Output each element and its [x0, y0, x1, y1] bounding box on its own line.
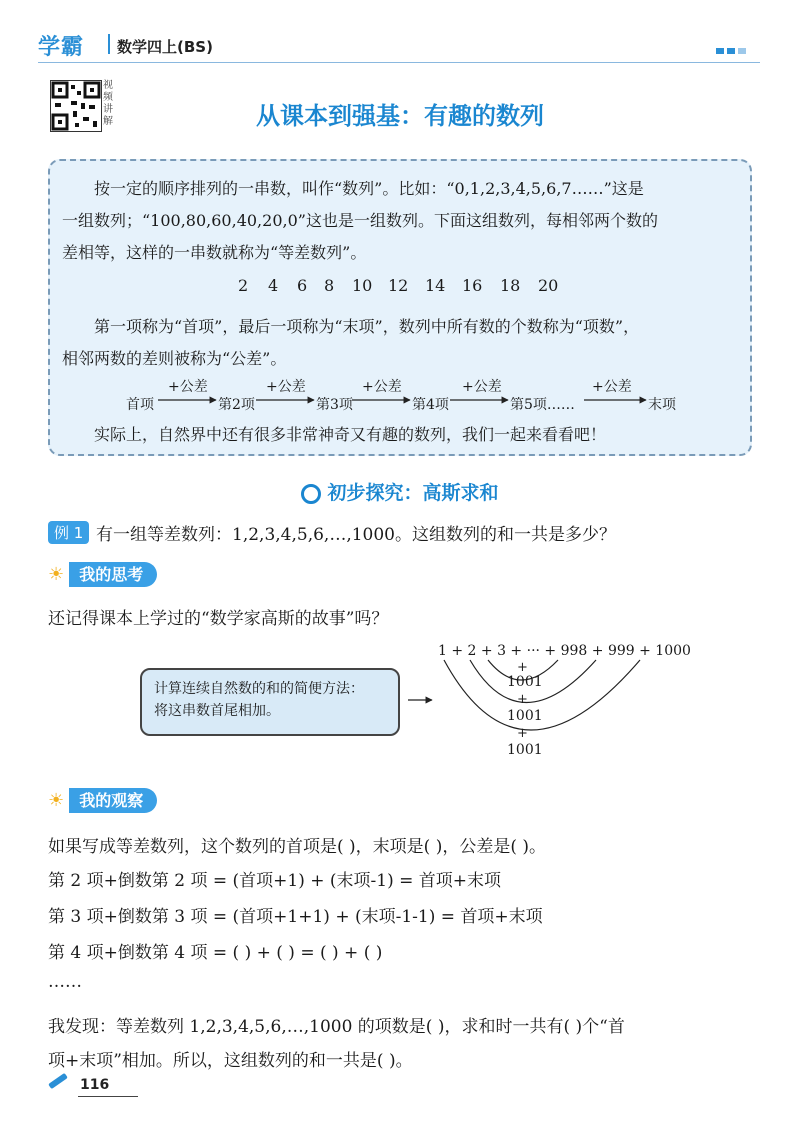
plus-sign: +: [517, 692, 528, 707]
diagram-term: 第4项: [412, 397, 449, 413]
intro-closing: 实际上，自然界中还有很多非常神奇又有趣的数列，我们一起来看看吧！: [94, 425, 607, 444]
observation-tag: [48, 788, 157, 811]
diagram-term: 第5项……: [510, 397, 575, 413]
intro-paragraph-line: 第一项称为“首项”，最后一项称为“末项”，数列中所有数的个数称为“项数”，: [94, 317, 640, 336]
arrow-label: +公差: [266, 379, 306, 395]
qr-label: 视频讲解: [103, 80, 113, 127]
arrow-label: +公差: [362, 379, 402, 395]
thinking-tag-label: 我的思考: [69, 562, 157, 587]
thinking-tag: [48, 562, 157, 585]
diagram-term: 末项: [648, 397, 676, 413]
plus-sign: +: [517, 660, 528, 675]
sequence-term: 4: [268, 276, 279, 295]
diagram-term: 首项: [126, 397, 154, 413]
intro-paragraph-line: 相邻两数的差则被称为“公差”。: [62, 349, 287, 368]
sequence-term: 8: [324, 276, 335, 295]
hint-box: [140, 668, 400, 736]
intro-paragraph-line: 差相等，这样的一串数就称为“等差数列”。: [62, 243, 367, 262]
observation-line: ……: [48, 972, 82, 992]
page-number-rule: [78, 1096, 138, 1097]
observation-line: 项+末项”相加。所以，这组数列的和一共是( )。: [48, 1051, 413, 1071]
diagram-term: 第2项: [218, 397, 255, 413]
sequence-term: 12: [388, 276, 409, 295]
thinking-question: 还记得课本上学过的“数学家高斯的故事”吗？: [48, 609, 389, 629]
intro-paragraph-line: 按一定的顺序排列的一串数，叫作“数列”。比如：“0,1,2,3,4,5,6,7……”这是: [94, 179, 644, 198]
observation-line: 我发现：等差数列 1,2,3,4,5,6,…,1000 的项数是( )，求和时一共有( )个“首: [48, 1017, 625, 1037]
observation-line: 如果写成等差数列，这个数列的首项是( )，末项是( )，公差是( )。: [48, 837, 547, 857]
sequence-term: 6: [297, 276, 308, 295]
arrow-label: +公差: [168, 379, 208, 395]
section-heading-text: 初步探究：高斯求和: [327, 482, 499, 504]
lightbulb-icon: ☀: [48, 564, 65, 585]
example-tag: 例 1: [48, 521, 89, 544]
arrow-label: +公差: [462, 379, 502, 395]
observation-line: 第 3 项+倒数第 3 项 = (首项+1+1) + (末项-1-1) = 首项+末项: [48, 907, 543, 927]
lightbulb-icon: ☀: [48, 790, 65, 811]
observation-line: 第 2 项+倒数第 2 项 = (首项+1) + (末项-1) = 首项+末项: [48, 871, 502, 891]
sequence-term: 16: [462, 276, 483, 295]
intro-paragraph-line: 一组数列；“100,80,60,40,20,0”这也是一组数列。下面这组数列，每相邻两个数的: [62, 211, 658, 230]
magnifier-icon: [301, 484, 321, 504]
page-title: 从课本到强基：有趣的数列: [256, 102, 544, 130]
hint-line: 计算连续自然数的和的简便方法：: [154, 681, 364, 697]
arrow-label: +公差: [592, 379, 632, 395]
example-question: 有一组等差数列：1,2,3,4,5,6,…,1000。这组数列的和一共是多少？: [96, 525, 616, 545]
observation-tag-label: 我的观察: [69, 788, 157, 813]
pair-sum: 1001: [507, 708, 543, 724]
pair-sum: 1001: [507, 742, 543, 758]
sequence-term: 20: [538, 276, 559, 295]
gauss-series: 1 + 2 + 3 + ··· + 998 + 999 + 1000: [438, 643, 691, 659]
hint-line: 将这串数首尾相加。: [154, 703, 280, 719]
page-number: 116: [80, 1077, 110, 1093]
brand-logo: 学霸: [38, 35, 85, 60]
book-title: 数学四上(BS): [117, 38, 213, 56]
observation-line: 第 4 项+倒数第 4 项 = ( ) + ( ) = ( ) + ( ): [48, 943, 383, 963]
pair-sum: 1001: [507, 674, 543, 690]
sequence-term: 18: [500, 276, 521, 295]
sequence-term: 10: [352, 276, 373, 295]
plus-sign: +: [517, 726, 528, 741]
section-heading: [0, 478, 800, 505]
diagram-term: 第3项: [316, 397, 353, 413]
sequence-term: 2: [238, 276, 249, 295]
sequence-term: 14: [425, 276, 446, 295]
